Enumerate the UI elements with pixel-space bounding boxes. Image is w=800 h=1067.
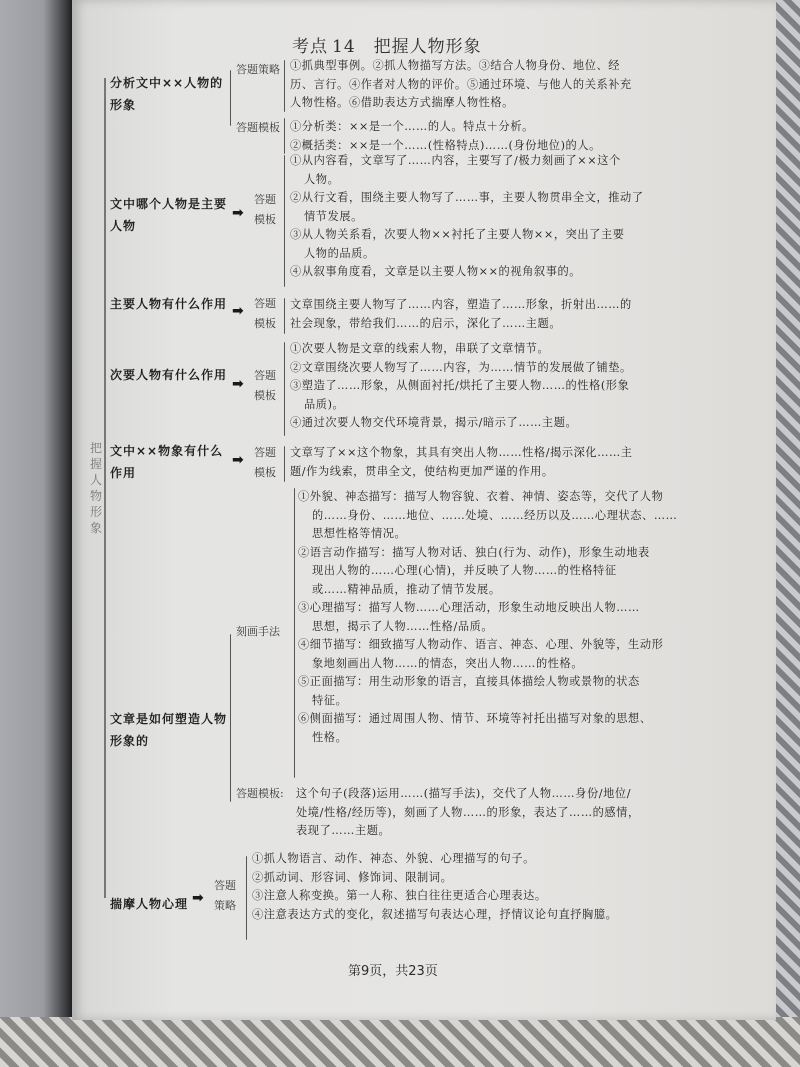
topic-object-role: 文中××物象有什么作用 [110, 444, 224, 480]
label-template: 答题 模板 [254, 297, 276, 330]
brace [230, 634, 231, 802]
technique-list: ①外貌、神态描写：描写人物容貌、衣着、神情、姿态等，交代了人物 的……身份、……地位、……处境、……经历以及……心理状态、…… 思想性格等情况。 ②语言动作描写：描写人物对话、独白(行为、动作)，形象生动地表 现出人物的……心理(心情)，并反映了人物……的性格特征 或……精神品质，推动了情节发展。 ③心理描写：描写人物……心理活动，形象生动地反映出人物…… 思想，揭示了人物……性格/品质。 ④细节描写：细致描写人物动作、语言、神态、心理、外貌等，生动形 象地刻画出人物……的情态，突出人物……的性格。 ⑤正面描写：用生动形象的语言，直接具体描绘人物或景物的状态 特征。 ⑥侧面描写：通过周围人物、情节、环境等衬托出描写对象的思想、 性格。 [298, 490, 678, 744]
brace [284, 60, 285, 112]
title-number: 14 [332, 37, 356, 57]
arrow-icon: ➡ [192, 890, 204, 906]
arrow-icon: ➡ [232, 376, 244, 392]
strategy-list: ①抓人物语言、动作、神态、外貌、心理描写的句子。 ②抓动词、形容词、修饰词、限制词。 ③注意人称变换。第一人称、独白往往更适合心理表达。 ④注意表达方式的变化，叙述描写句表达心理，抒情议论句直抒胸臆。 [252, 852, 618, 921]
brace [284, 155, 285, 287]
brace [284, 446, 285, 482]
arrow-icon: ➡ [232, 303, 244, 319]
brace [294, 488, 295, 778]
template-list: 这个句子(段落)运用……(描写手法)，交代了人物……身份/地位/ 处境/性格/经历等)，刻画了人物……的形象，表达了……的感情， 表现了……主题。 [296, 787, 640, 837]
spine-label: 把握人物形象 [89, 441, 102, 535]
template-list: ①从内容看，文章写了……内容，主要写了/极力刻画了××这个 人物。 ②从行文看，围绕主要人物写了……事，主要人物贯串全文，推动了 情节发展。 ③从人物关系看，次要人物××衬托了主要人物××，突出了主要 人物的品质。 ④从叙事角度看，文章是以主要人物××的视角叙事的。 [290, 154, 644, 278]
page-title [292, 32, 482, 57]
brace [284, 298, 285, 334]
arrow-icon: ➡ [232, 452, 244, 468]
template-list: 文章写了××这个物象，其具有突出人物……性格/揭示深化……主 题/作为线索，贯串全文，使结构更加严谨的作用。 [290, 446, 633, 478]
label-strategy: 答题 策略 [214, 879, 236, 912]
brace [284, 118, 285, 154]
title-prefix: 考点 [292, 37, 328, 57]
topic-shape-character: 文章是如何塑造人物形象的 [110, 712, 228, 748]
topic-main-character: 文中哪个人物是主要人物 [110, 197, 228, 233]
background-bottom [0, 1017, 800, 1067]
background-right [772, 0, 800, 1067]
brace [284, 342, 285, 436]
strategy-list: ①抓典型事例。②抓人物描写方法。③结合人物身份、地位、经 历、言行。④作者对人物的评价。⑤通过环境、与他人的关系补充 人物性格。⑥借助表达方式揣摩人物性格。 [290, 59, 632, 109]
title-text: 把握人物形象 [373, 37, 482, 57]
template-list: 文章围绕主要人物写了……内容，塑造了……形象，折射出……的 社会现象，带给我们……的启示，深化了……主题。 [290, 298, 632, 330]
topic-analyze-character: 分析文中××人物的形象 [110, 76, 224, 112]
spine-brace [104, 78, 106, 898]
template-list: ①分析类：××是一个……的人。特点＋分析。 ②概括类：××是一个……(性格特点)……(身份地位)的人。 [290, 120, 601, 152]
label-template: 答题 模板 [254, 446, 276, 479]
label-template: 答题 模板 [254, 369, 276, 402]
label-strategy: 答题策略 [236, 63, 280, 76]
template-list: ①次要人物是文章的线索人物，串联了文章情节。 ②文章围绕次要人物写了……内容，为……情节的发展做了铺垫。 ③塑造了……形象，从侧面衬托/烘托了主要人物……的性格(形象 品质)。 ④通过次要人物交代环境背景，揭示/暗示了……主题。 [290, 342, 632, 429]
topic-character-psychology: 揣摩人物心理 [110, 897, 189, 911]
arrow-icon: ➡ [232, 205, 244, 221]
label-template: 答题 模板 [254, 193, 276, 226]
label-technique: 刻画手法 [236, 625, 280, 638]
brace [246, 856, 247, 940]
label-template: 答题模板: [236, 787, 284, 800]
topic-minor-character-role: 次要人物有什么作用 [110, 368, 228, 382]
topic-main-character-role: 主要人物有什么作用 [110, 297, 228, 311]
page-number: 第9页，共23页 [348, 964, 438, 979]
label-template: 答题模板 [236, 121, 280, 134]
brace [230, 70, 231, 126]
background-left [0, 0, 72, 1067]
